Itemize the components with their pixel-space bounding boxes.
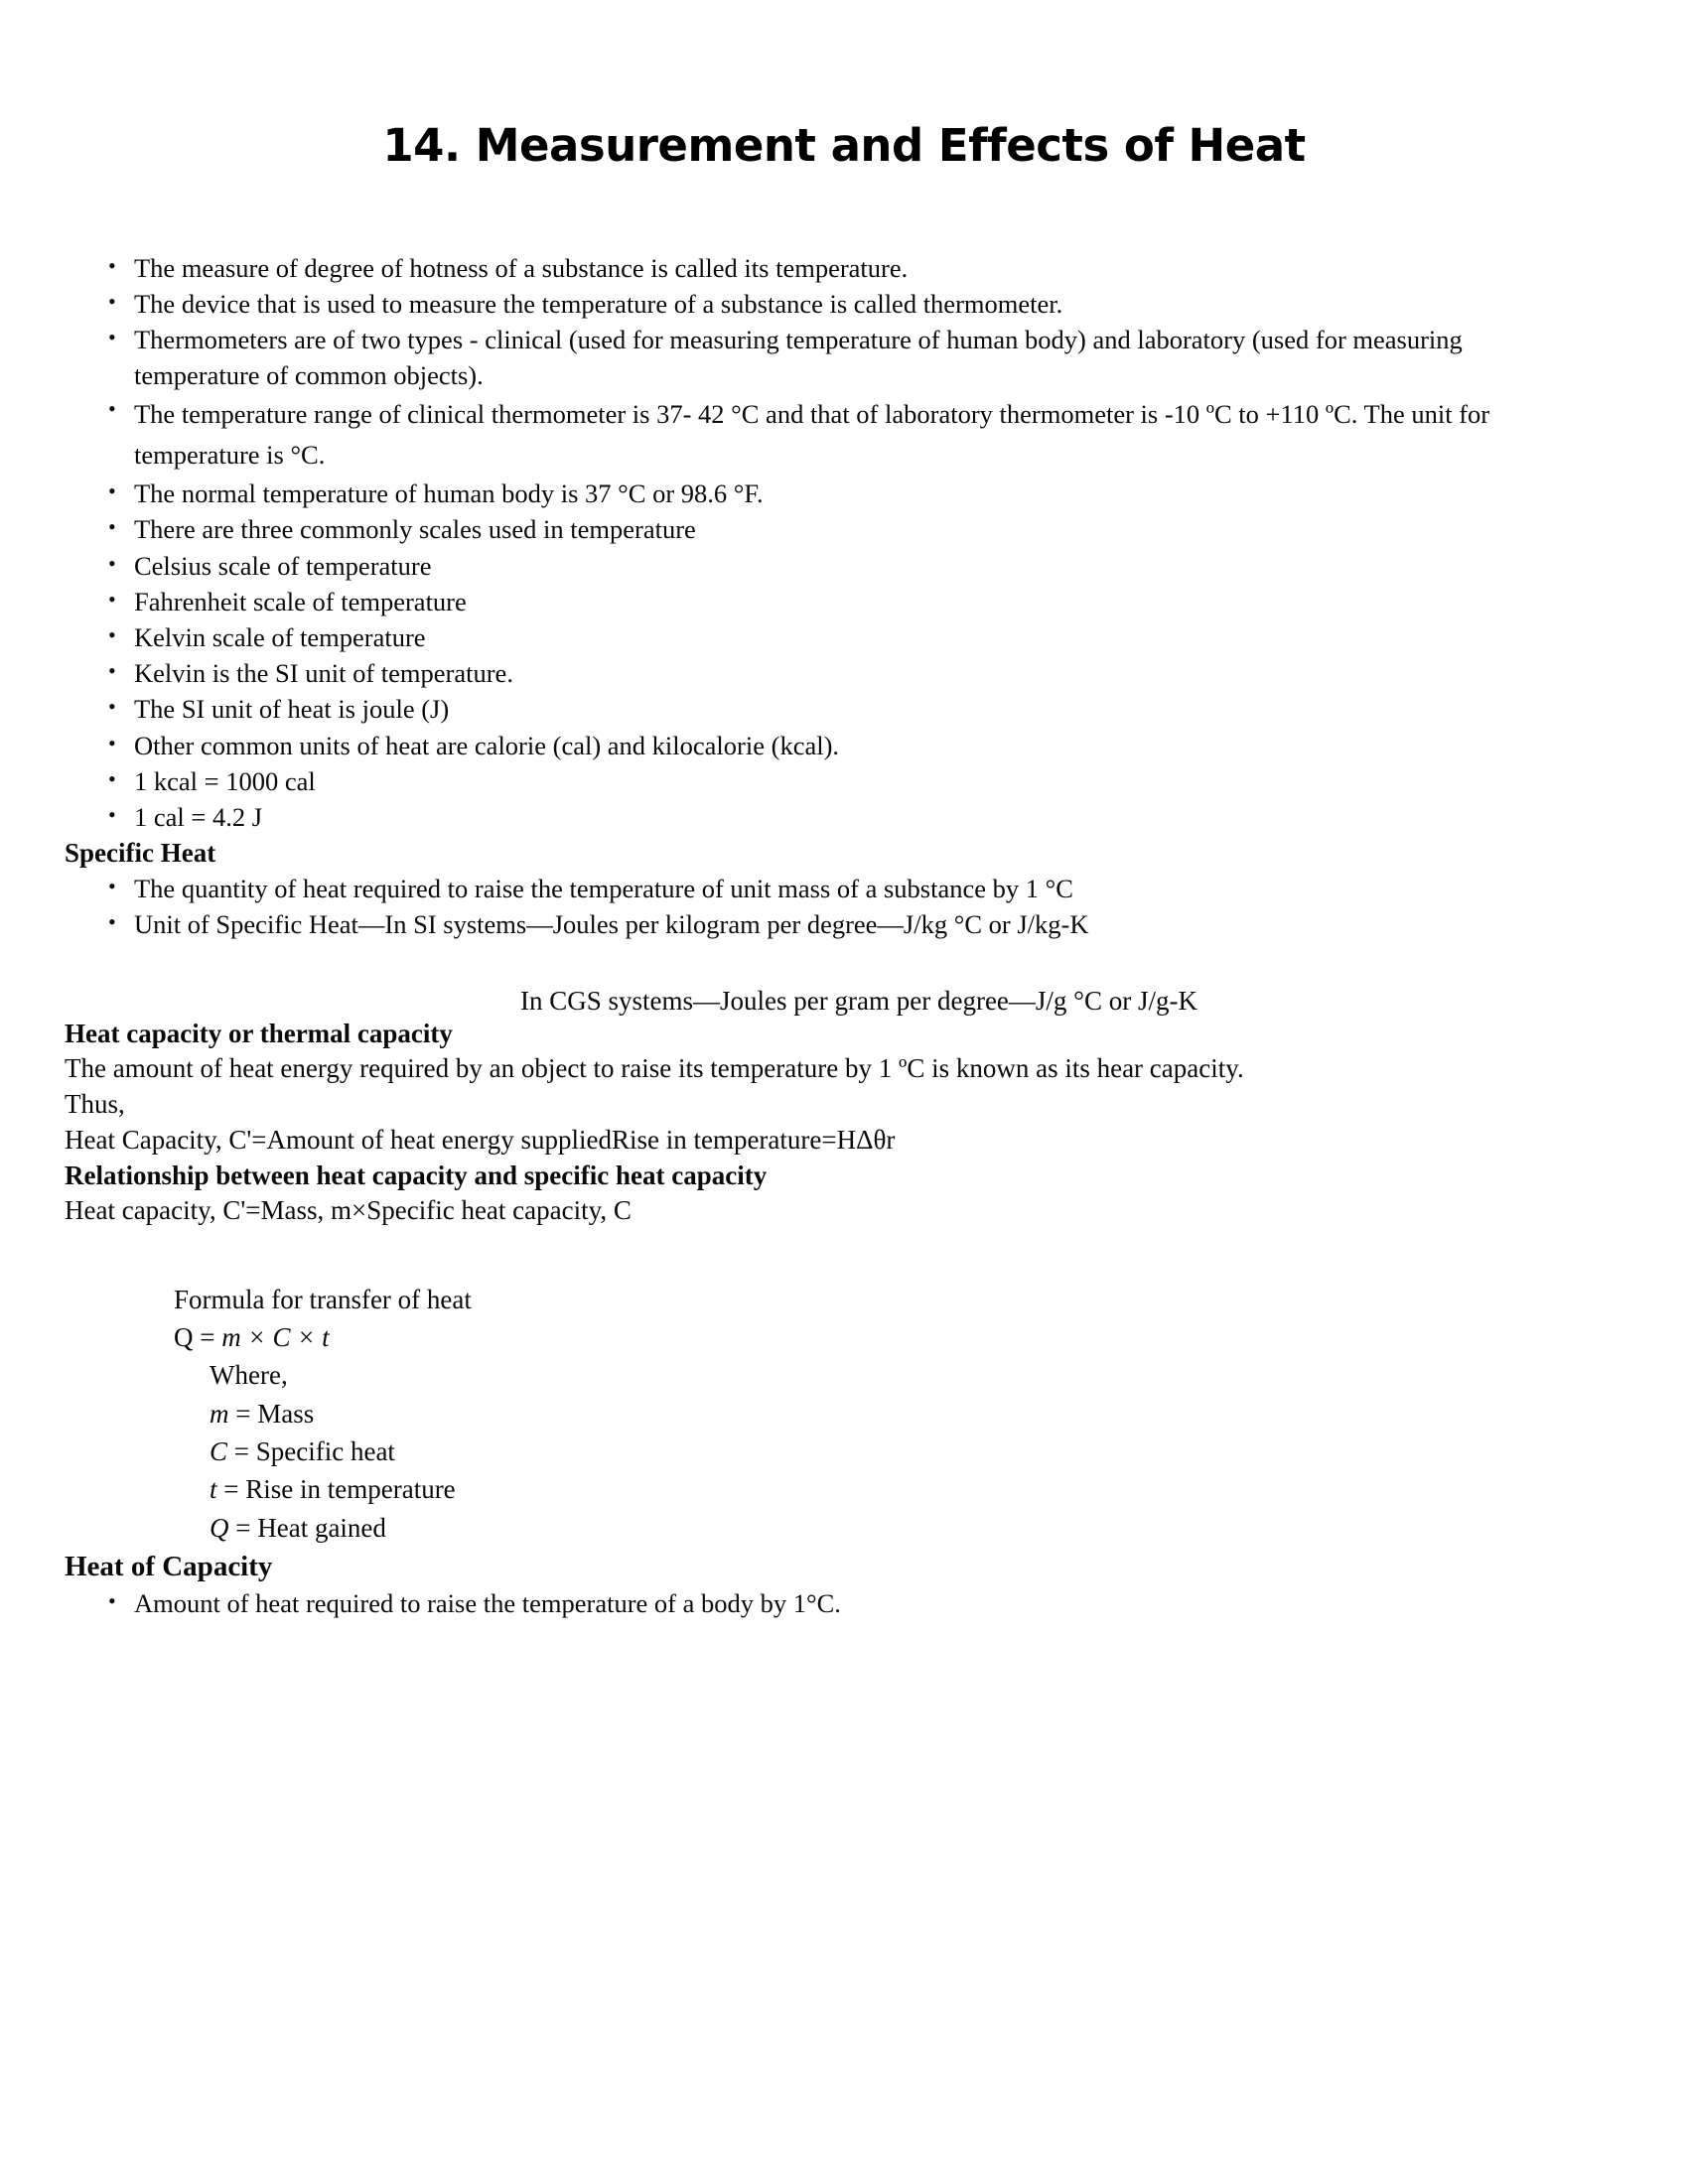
- formula-rhs: m × C × t: [221, 1322, 330, 1353]
- bullet-text: Amount of heat required to raise the temperature of a body by 1°C.: [134, 1587, 841, 1618]
- transfer-of-heat-formula-block: [94, 1281, 1594, 1547]
- bullet-text: There are three commonly scales used in temperature: [134, 514, 696, 545]
- heat-of-capacity-heading: Heat of Capacity: [65, 1551, 273, 1583]
- list-item: [94, 692, 1594, 727]
- bullet-text: The SI unit of heat is joule (J): [134, 694, 450, 725]
- cgs-systems-line: In CGS systems—Joules per gram per degree—J/g °C or J/g-K: [520, 985, 1197, 1016]
- bullet-text: Kelvin is the SI unit of temperature.: [134, 658, 513, 689]
- bullet-text: Kelvin scale of temperature: [134, 622, 426, 652]
- list-item: [94, 287, 1594, 322]
- formula-lhs: Q =: [174, 1322, 215, 1353]
- definition-q-text: = Heat gained: [235, 1512, 386, 1543]
- list-item: [94, 729, 1594, 763]
- definition-t-text: = Rise in temperature: [223, 1474, 456, 1505]
- bullet-text: The measure of degree of hotness of a substance is called its temperature.: [134, 253, 909, 283]
- list-item: [94, 1586, 1594, 1621]
- symbol-c: C: [210, 1436, 228, 1467]
- heat-capacity-paragraph: [65, 1051, 1594, 1123]
- list-item: [94, 585, 1594, 619]
- bullet-text: Thermometers are of two types - clinical (used for measuring temperature of human body) and laboratory (used for measuring temperature of common objects).: [134, 325, 1463, 390]
- bullet-text: The temperature range of clinical thermometer is 37- 42 °C and that of laboratory thermometer is -10 ºC to +110 ºC. The unit for temperature is °C.: [134, 398, 1490, 470]
- list-item: [94, 549, 1594, 584]
- relationship-equation: Heat capacity, C'=Mass, m×Specific heat capacity, C: [65, 1194, 632, 1225]
- list-item: [94, 764, 1594, 799]
- definition-c-text: = Specific heat: [233, 1436, 395, 1467]
- formula-definition-t: [174, 1470, 1594, 1508]
- page-title: 14. Measurement and Effects of Heat: [382, 119, 1306, 172]
- bullet-text: The quantity of heat required to raise the temperature of unit mass of a substance by 1 °C: [134, 873, 1073, 903]
- list-item: [94, 656, 1594, 691]
- bullet-text: The device that is used to measure the temperature of a substance is called thermometer.: [134, 289, 1063, 320]
- list-item: [94, 512, 1594, 547]
- bullet-text: The normal temperature of human body is 37 °C or 98.6 °F.: [134, 478, 764, 509]
- list-item: [94, 477, 1594, 511]
- heat-capacity-formula: Heat Capacity, C'=Amount of heat energy suppliedRise in temperature=HΔθr: [65, 1124, 896, 1155]
- list-item: [94, 323, 1594, 392]
- list-item: [94, 800, 1594, 835]
- relationship-heading: Relationship between heat capacity and specific heat capacity: [65, 1160, 768, 1190]
- formula-definition-c: [174, 1433, 1594, 1470]
- specific-heat-heading: Specific Heat: [65, 838, 216, 869]
- list-item: [94, 872, 1594, 906]
- list-item: [94, 394, 1594, 476]
- definition-m-text: = Mass: [235, 1398, 315, 1429]
- bullet-text: Celsius scale of temperature: [134, 550, 432, 581]
- formula-title: Formula for transfer of heat: [174, 1284, 472, 1314]
- heat-capacity-heading: Heat capacity or thermal capacity: [65, 1018, 453, 1048]
- symbol-q: Q: [210, 1512, 229, 1543]
- bullet-text: Unit of Specific Heat—In SI systems—Joules per kilogram per degree—J/kg °C or J/kg-K: [134, 908, 1089, 939]
- bullet-text: Fahrenheit scale of temperature: [134, 586, 467, 616]
- list-item: [94, 620, 1594, 655]
- symbol-m: m: [210, 1398, 229, 1429]
- list-item: [94, 907, 1594, 942]
- formula-where-label: Where,: [210, 1360, 288, 1391]
- heat-capacity-paragraph-line2: Thus,: [65, 1088, 125, 1119]
- intro-bullet-list: [94, 251, 1594, 835]
- bullet-text: 1 cal = 4.2 J: [134, 802, 263, 833]
- symbol-t: t: [210, 1474, 217, 1505]
- heat-of-capacity-bullet-list: [94, 1586, 1594, 1621]
- bullet-text: 1 kcal = 1000 cal: [134, 765, 316, 796]
- heat-capacity-paragraph-line1: The amount of heat energy required by an object to raise its temperature by 1 ºC is known as its hear capacity.: [65, 1053, 1244, 1084]
- formula-definition-m: [174, 1395, 1594, 1433]
- formula-definition-q: [174, 1509, 1594, 1547]
- list-item: [94, 251, 1594, 286]
- formula-main-equation: [174, 1318, 1594, 1356]
- document-content: [0, 251, 1688, 1621]
- bullet-text: Other common units of heat are calorie (cal) and kilocalorie (kcal).: [134, 730, 840, 760]
- specific-heat-bullet-list: [94, 872, 1594, 942]
